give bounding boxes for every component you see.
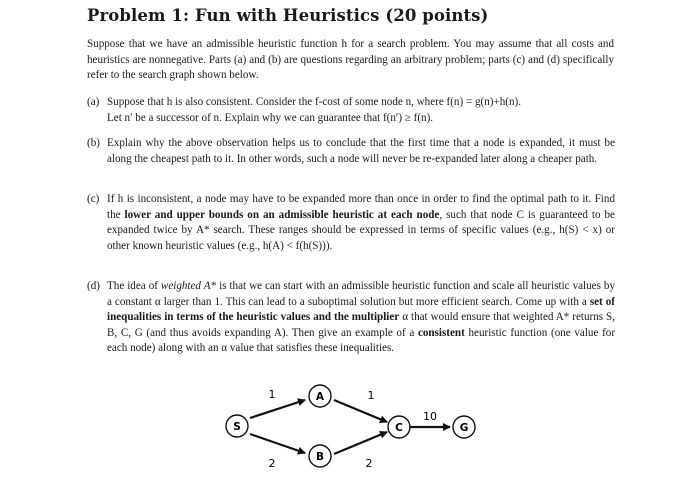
node-s bbox=[226, 415, 248, 437]
part-d-bold-2: consistent bbox=[417, 326, 465, 339]
part-d-text-4: heuristic function (one value for each node) along with an α value that satisfies these inequalities. bbox=[107, 326, 616, 355]
weight-b-c: 2 bbox=[365, 457, 373, 470]
part-d-label: (d) bbox=[87, 280, 100, 292]
part-d-bold-1: set of inequalities in terms of the heuristic values and the multiplier bbox=[107, 295, 615, 324]
part-a-line-2: Let n′ be a successor of n. Explain why we can guarantee that f(n′) ≥ f(n). bbox=[107, 111, 434, 124]
part-d bbox=[87, 279, 615, 357]
weight-a-c: 1 bbox=[367, 389, 375, 402]
edge-a-c bbox=[334, 400, 387, 422]
node-a bbox=[309, 385, 331, 407]
node-b-label: B bbox=[315, 451, 325, 463]
node-c-label: C bbox=[395, 422, 403, 434]
part-d-italic-1: weighted A* bbox=[160, 280, 217, 292]
weight-c-g: 10 bbox=[423, 410, 437, 423]
part-a bbox=[87, 95, 615, 126]
part-b-label: (b) bbox=[87, 137, 100, 149]
part-d-text-2: is that we can start with an admissible heuristic function and scale all heuristic values by a constant α larger than 1. This can lead to a suboptimal solution but more efficient search. Come up with a bbox=[107, 280, 616, 308]
part-c-text-1: If h is inconsistent, a node may have to be expanded more than once in order to find the optimal path to it. Find the bbox=[107, 193, 615, 221]
part-c bbox=[87, 192, 615, 254]
edge-s-b bbox=[250, 434, 305, 453]
weight-s-a: 1 bbox=[268, 388, 276, 401]
node-c bbox=[388, 416, 410, 438]
part-a-line-1: Suppose that h is also consistent. Consider the f-cost of some node n, where f(n) = g(n)+h(n). bbox=[107, 96, 521, 108]
part-c-text-2: , such that node C is guaranteed to be expanded twice by A* search. These ranges should be expressed in terms of specific values (e.g., h(S) < x) or other known heuristic values (e.g., h(A) < f(h(S))). bbox=[107, 208, 615, 252]
node-a-label: A bbox=[315, 391, 325, 403]
node-g-label: G bbox=[459, 422, 469, 434]
node-g bbox=[453, 416, 475, 438]
edge-s-a bbox=[250, 400, 305, 418]
part-d-text-1: The idea of bbox=[107, 280, 158, 292]
part-a-label: (a) bbox=[87, 96, 100, 108]
part-c-bold-1: lower and upper bounds on an admissible heuristic at each node bbox=[124, 208, 440, 221]
node-b bbox=[309, 445, 331, 467]
node-s-label: S bbox=[233, 421, 241, 433]
search-graph bbox=[212, 380, 492, 480]
part-b bbox=[87, 136, 615, 167]
part-d-text bbox=[107, 279, 615, 357]
part-b-text: Explain why the above observation helps us to conclude that the first time that a node is expanded, it must be along the cheapest path to it. In other words, such a node will never be re-expanded later along a cheaper path. bbox=[107, 137, 615, 165]
intro-paragraph: Suppose that we have an admissible heuristic function h for a search problem. You may assume that all costs and heuristics are nonnegative. Parts (a) and (b) are questions regarding an arbitrary problem; parts (c) and (d) specifically refer to the search graph shown below. bbox=[87, 38, 614, 82]
part-d-text-3: α that would ensure that weighted A* returns S, B, C, G (and thus avoids expanding A). Then give an example of a bbox=[107, 311, 616, 339]
part-c-text bbox=[107, 192, 615, 254]
edge-b-c bbox=[334, 432, 387, 454]
problem-title: Problem 1: Fun with Heuristics (20 points) bbox=[87, 6, 489, 25]
weight-s-b: 2 bbox=[268, 457, 276, 470]
part-c-label: (c) bbox=[87, 193, 100, 205]
